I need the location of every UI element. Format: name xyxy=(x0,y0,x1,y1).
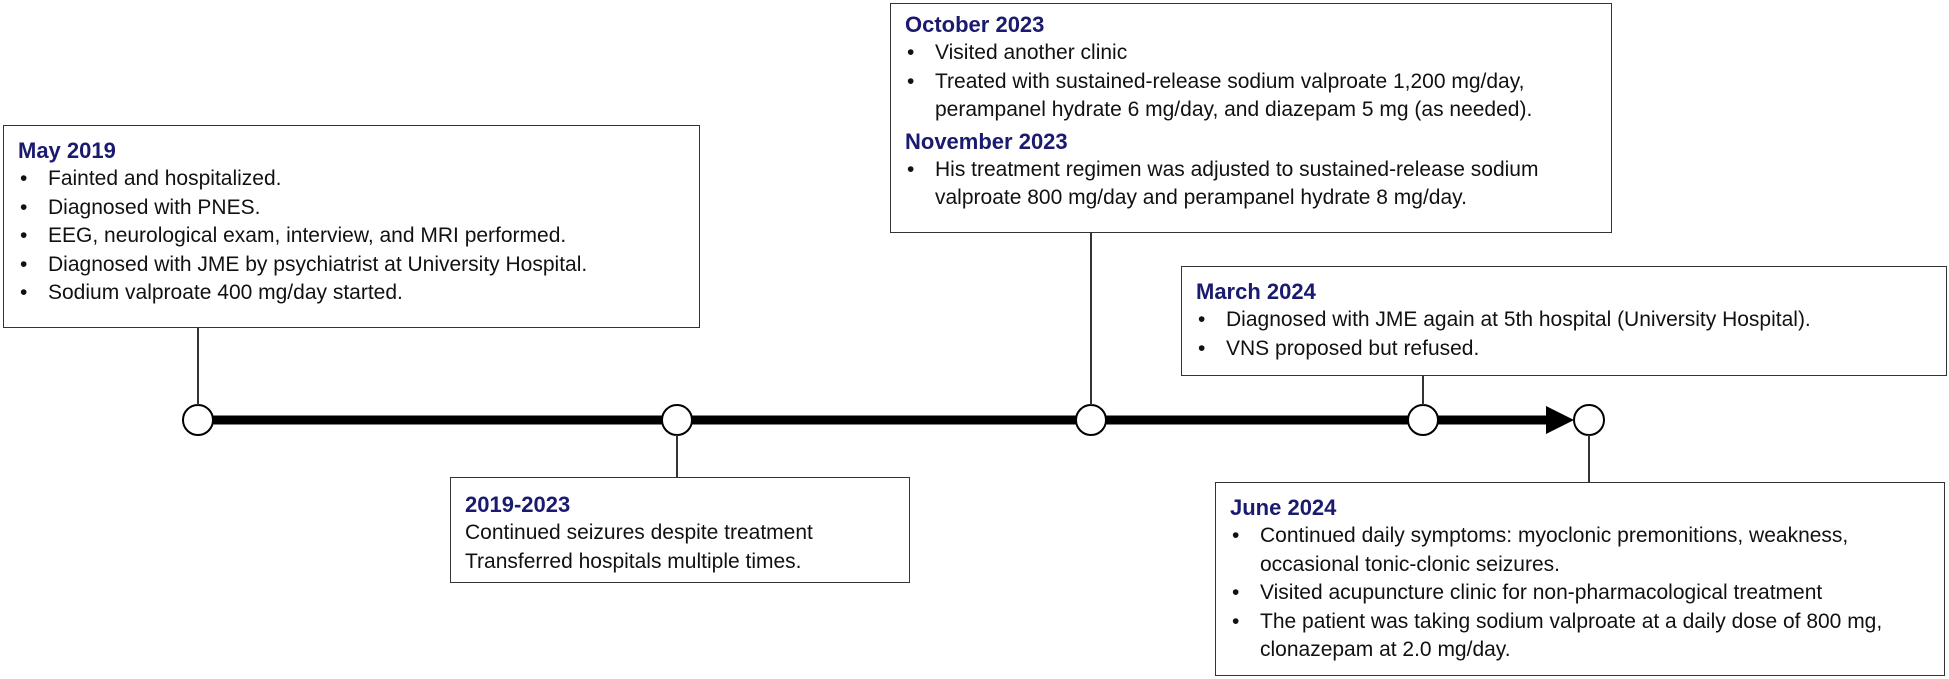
event-list-november-2023 xyxy=(905,156,1597,213)
connector-june-2024 xyxy=(1588,435,1590,482)
list-item: • Visited another clinic xyxy=(905,39,1597,68)
connector-2019-2023 xyxy=(676,435,678,477)
timeline-node-2019-2023 xyxy=(662,405,692,435)
event-text-2019-2023: Continued seizures despite treatment xyxy=(465,521,813,544)
timeline-node-june-2024 xyxy=(1574,405,1604,435)
event-title-june-2024: June 2024 xyxy=(1230,495,1337,520)
event-title-may-2019: May 2019 xyxy=(18,138,116,163)
event-list-june-2024 xyxy=(1230,522,1930,665)
list-item: • The patient was taking sodium valproate at a daily dose of 800 mg, clonazepam at 2.0 mg/day. xyxy=(1230,608,1930,665)
connector-may-2019 xyxy=(197,328,199,405)
event-title-march-2024: March 2024 xyxy=(1196,279,1316,304)
event-box-june-2024 xyxy=(1215,482,1945,676)
timeline-node-october-2023 xyxy=(1076,405,1106,435)
list-item: • Continued daily symptoms: myoclonic premonitions, weakness, occasional tonic-clonic seizures. xyxy=(1230,522,1930,579)
connector-october-2023 xyxy=(1090,233,1092,405)
event-list-october-2023 xyxy=(905,39,1597,125)
event-list-may-2019 xyxy=(18,165,685,308)
event-box-october-november-2023 xyxy=(890,3,1612,233)
event-list-march-2024 xyxy=(1196,306,1932,363)
list-item: • Diagnosed with JME again at 5th hospital (University Hospital). xyxy=(1196,306,1932,335)
list-item: • EEG, neurological exam, interview, and MRI performed. xyxy=(18,222,685,251)
event-title-november-2023: November 2023 xyxy=(905,128,1068,154)
timeline-node-may-2019 xyxy=(183,405,213,435)
list-item: • Diagnosed with JME by psychiatrist at University Hospital. xyxy=(18,251,685,280)
event-box-may-2019 xyxy=(3,125,700,328)
event-text-2019-2023: Transferred hospitals multiple times. xyxy=(465,549,802,573)
event-title-2019-2023: 2019-2023 xyxy=(465,492,571,517)
event-box-2019-2023 xyxy=(450,477,910,583)
connector-march-2024 xyxy=(1422,376,1424,405)
timeline-arrowhead xyxy=(1546,406,1574,434)
list-item: • Visited acupuncture clinic for non-pharmacological treatment xyxy=(1230,579,1930,608)
list-item: • VNS proposed but refused. xyxy=(1196,335,1932,364)
list-item: • Fainted and hospitalized. xyxy=(18,165,685,194)
event-title-october-2023: October 2023 xyxy=(905,12,1045,37)
event-box-march-2024 xyxy=(1181,266,1947,376)
list-item: • His treatment regimen was adjusted to sustained-release sodium valproate 800 mg/day and perampanel hydrate 8 mg/day. xyxy=(905,156,1597,213)
list-item: • Treated with sustained-release sodium valproate 1,200 mg/day, perampanel hydrate 6 mg/day, and diazepam 5 mg (as needed). xyxy=(905,68,1597,125)
list-item: • Sodium valproate 400 mg/day started. xyxy=(18,279,685,308)
timeline-node-march-2024 xyxy=(1408,405,1438,435)
list-item: • Diagnosed with PNES. xyxy=(18,194,685,223)
